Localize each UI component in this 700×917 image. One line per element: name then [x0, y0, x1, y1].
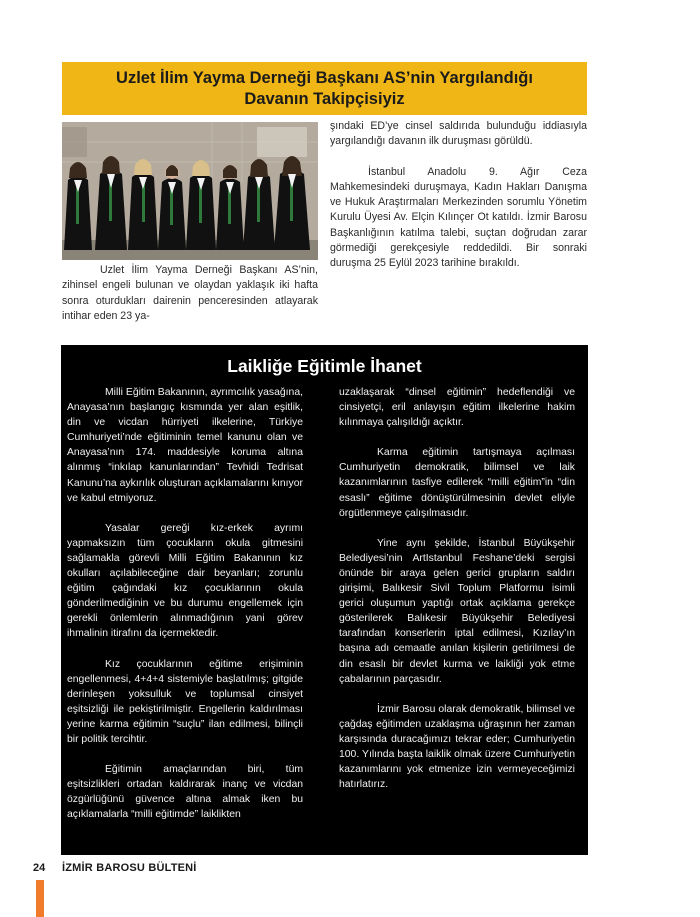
article1-paragraph: İstanbul Anadolu 9. Ağır Ceza Mahkemesindeki duruşmaya, Kadın Hakları Danışma ve Hukuk Araştırmaları Merkezinden sorumlu Yönetim Kurulu Üyesi Av. Elçin Kılınçer Ot katıldı. İzmir Barosu Başkanlığının katılma talebi, suçtan doğrudan zarar görmediği gerekçesiyle reddedildi. Bir sonraki duruşma 25 Eylül 2023 tarihine bırakıldı. — [330, 165, 587, 270]
article-title: Uzlet İlim Yayma Derneği Başkanı AS’nin Yargılandığı Davanın Takipçisiyiz — [116, 68, 533, 108]
article-photo — [62, 122, 318, 260]
laiklik-left-column — [67, 385, 303, 822]
article1-paragraph: şındaki ED’ye cinsel saldırıda bulunduğu iddiasıyla yargılandığı davanın ilk duruşması görüldü. — [330, 120, 587, 148]
article1-left-column — [62, 263, 318, 324]
article-title-band — [62, 62, 587, 115]
laiklik-paragraph: Karma eğitimin tartışmaya açılması Cumhuriyetin demokratik, bilimsel ve laik kazanımlarının tasfiye edilerek “milli eğitim”in “din esaslı” eğitime dönüştürülmesinin devlet eliyle örgütlenmeye çalışılmasıdır. — [339, 447, 575, 519]
laiklik-paragraph: uzaklaşarak “dinsel eğitimin” hedeflendiği ve cinsiyetçi, eril anlayışın eğitim ilkelerine hakim kılınmaya çalışıldığı açıktır. — [339, 387, 575, 429]
laiklik-paragraph: İzmir Barosu olarak demokratik, bilimsel ve çağdaş eğitimden uzaklaşma uğraşının her zaman karşısında duracağımızı tekrar eder; Cumhuriyetin 100. Yılında başta laiklik olmak üzere Cumhuriyetin kazanımlarını yok etmenize izin vermeyeceğimizi hatırlatırız. — [339, 703, 575, 791]
page-number: 24 — [33, 862, 46, 874]
laiklik-article-title: Laikliğe Eğitimle İhanet — [227, 356, 422, 376]
laiklik-paragraph: Milli Eğitim Bakanının, ayrımcılık yasağına, Anayasa’nın başlangıç kısmında yer alan eşitlik, din ve vicdan hürriyeti ilkelerine, Türkiye Cumhuriyeti’nde eğitiminin temel kanunu olan ve Anayasa’nın 174. maddesiyle koruma altına alınmış “inkılap kanunlarından” Tevhidi Tedrisat Kanunu’na aykırılık oluşturan açıklamalarını kınıyor ve kabul etmiyoruz. — [67, 387, 303, 504]
laiklik-right-column — [339, 385, 575, 792]
laiklik-paragraph: Yasalar gereği kız-erkek ayrımı yapmaksızın tüm çocukların okula gitmesini sağlamakla görevli Milli Eğitim Bakanının kız okulları açılabileceğine dair beyanları; zorunlu eğitim çağındaki kız çocuklarının okula gönderilmediğinin ve bu durumu engellemek için gerekli önlemlerin alınmadığının yani görev ihmalinin itirafını da içermektedir. — [67, 522, 303, 640]
article1-intro-paragraph: Uzlet İlim Yayma Derneği Başkanı AS’nin, zihinsel engeli bulunan ve olaydan yaklaşık iki hafta sonra oturdukları dairenin penceresinden atlayarak intihar eden 23 ya- — [62, 264, 318, 322]
laiklik-article-box — [61, 345, 588, 855]
article1-right-column — [330, 119, 587, 272]
laiklik-paragraph: Yine aynı şekilde, İstanbul Büyükşehir Belediyesi’nin ArtIstanbul Feshane’deki sergisi önünde bir araya gelen gerici grupların saldırı girişimi, Balıkesir Sivil Toplum Platformu isimli gerici oluşumun yaptığı ortak açıklama gerekçe gösterilerek Balıkesir Büyükşehir Belediyesi tarafından konserlerin iptal edilmesi, Kızılay’ın başına adı cemaatle anılan kişilerin getirilmesi de din esaslı bir devlet kurma ve laikliği yok etme çabalarının parçasıdır. — [339, 537, 575, 685]
footer-accent-bar — [36, 880, 44, 917]
group-photo-image — [62, 122, 318, 260]
laiklik-paragraph: Kız çocuklarının eğitime erişiminin engellenmesi, 4+4+4 sistemiyle başlatılmış; gitgide derinleşen yoksulluk ve toplumsal cinsiyet eşitsizliği ile pekiştirilmiştir. Engellerin kaldırılması yerine karma eğitimin “suçlu” ilan edilmesi, bilinçli bir politik tercihtir. — [67, 658, 303, 745]
laiklik-paragraph: Eğitimin amaçlarından biri, tüm eşitsizlikleri ortadan kaldırarak inanç ve vicdan özgürlüğünü güvence altına almak iken bu açıklamalarla “milli eğitimde” laiklikten — [67, 764, 303, 821]
publication-name: İZMİR BAROSU BÜLTENİ — [62, 862, 197, 874]
